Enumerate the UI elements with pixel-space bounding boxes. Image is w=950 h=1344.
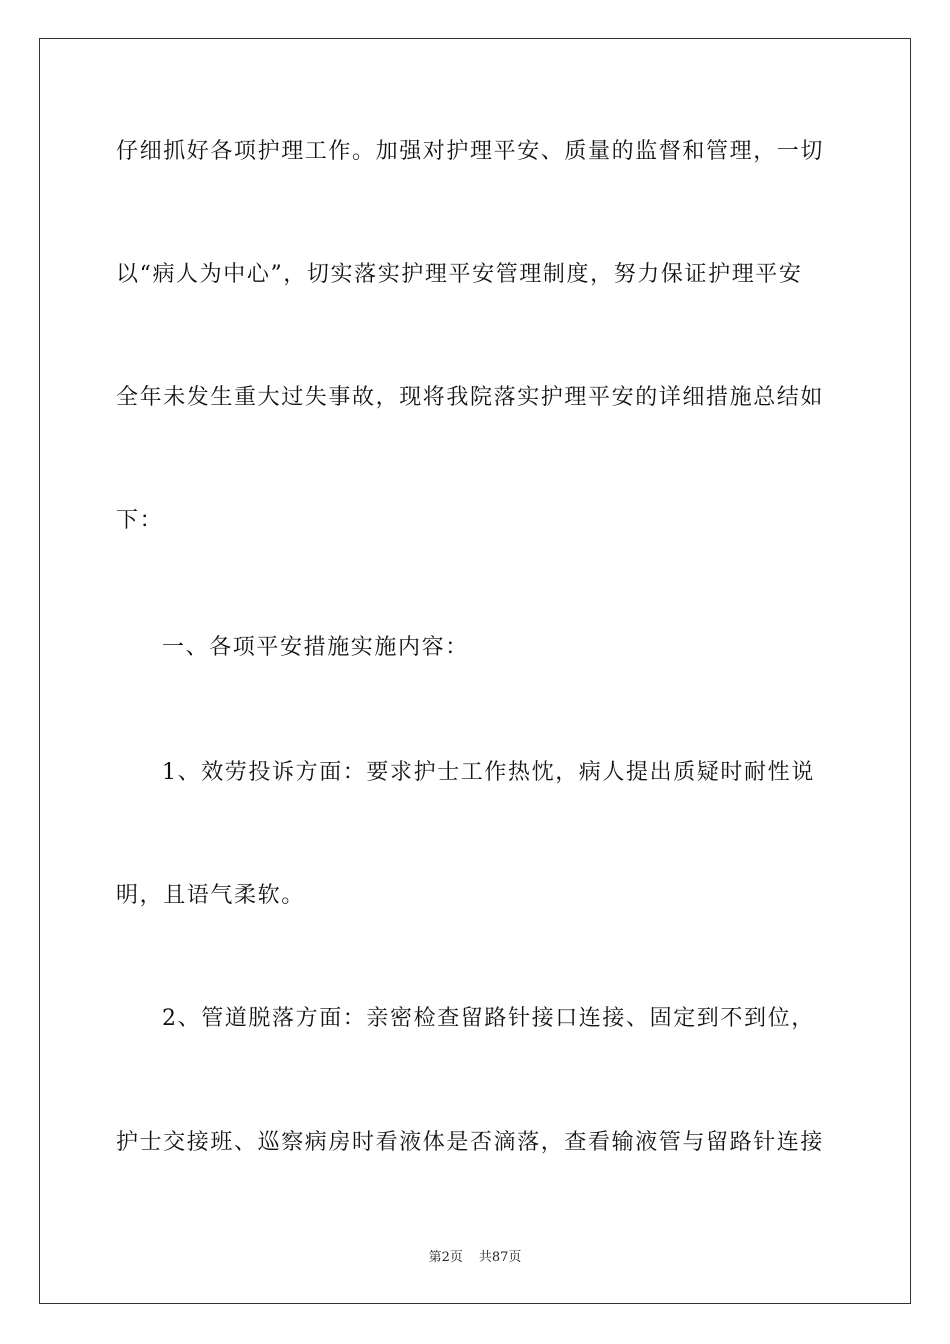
page-number: 第2页 — [428, 1250, 463, 1265]
paragraph-line-2: 以“病人为中心”，切实落实护理平安管理制度，努力保证护理平安 — [116, 262, 803, 287]
paragraph-line-3: 全年未发生重大过失事故，现将我院落实护理平安的详细措施总结如 — [116, 385, 825, 410]
section-heading: 一、各项平安措施实施内容： — [162, 635, 469, 660]
total-pages: 共87页 — [478, 1250, 522, 1265]
page-border — [39, 38, 911, 1304]
page-footer — [0, 1246, 950, 1265]
paragraph-line-1: 仔细抓好各项护理工作。加强对护理平安、质量的监督和管理，一切 — [116, 139, 825, 164]
item-2-line-2: 护士交接班、巡察病房时看液体是否滴落，查看输液管与留路针连接 — [116, 1130, 825, 1155]
item-2-line-1: 2、管道脱落方面：亲密检查留路针接口连接、固定到不到位， — [162, 1006, 815, 1031]
item-1-line-2: 明，且语气柔软。 — [116, 883, 305, 908]
item-1-line-1: 1、效劳投诉方面：要求护士工作热忱，病人提出质疑时耐性说 — [162, 760, 815, 785]
paragraph-line-4: 下： — [116, 508, 164, 533]
